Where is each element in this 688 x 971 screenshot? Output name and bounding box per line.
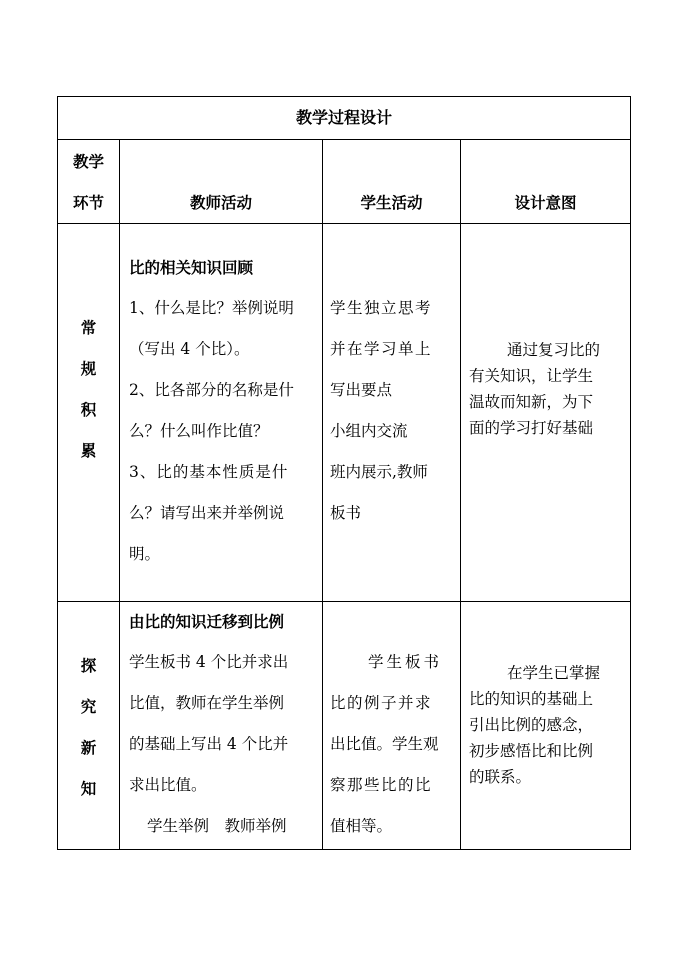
section1-stage-char: 常 <box>80 318 97 337</box>
section2-intent-line: 比的知识的基础上 <box>469 690 594 708</box>
section1-student-line: 写出要点 <box>330 381 393 399</box>
section1-stage <box>58 307 119 471</box>
section1-teacher-line: 明。 <box>129 545 161 563</box>
section2-stage-char: 究 <box>80 697 97 716</box>
section2-student-line: 比的例子并求 <box>330 694 433 712</box>
section2-stage <box>58 645 119 809</box>
header-intent: 设计意图 <box>514 193 577 212</box>
section1-teacher-activity <box>120 247 322 575</box>
lesson-design-table <box>57 96 631 850</box>
row-divider-header <box>58 223 630 224</box>
section1-teacher-line: 3、比的基本性质是什 <box>129 463 289 481</box>
section1-stage-char: 积 <box>80 400 97 419</box>
section2-teacher-line: 求出比值。 <box>129 776 207 794</box>
section1-teacher-line: 2、比各部分的名称是什 <box>129 381 294 399</box>
section2-student-line: 值相等。 <box>330 817 393 835</box>
section2-student-line: 出比值。学生观 <box>330 735 439 753</box>
section1-teacher-line: 1、什么是比？举例说明 <box>129 299 294 317</box>
section1-teacher-line: 么？什么叫作比值？ <box>129 422 269 440</box>
section2-student-activity <box>323 642 460 847</box>
section1-stage-char: 累 <box>80 441 97 460</box>
header-student: 学生活动 <box>360 193 423 212</box>
section1-student-line: 小组内交流 <box>330 422 408 440</box>
header-teacher: 教师活动 <box>189 193 252 212</box>
section1-student-line: 学生独立思考 <box>330 299 433 317</box>
section1-student-activity <box>323 288 460 534</box>
section2-intent-line: 初步感悟比和比例 <box>469 742 594 760</box>
section1-stage-char: 规 <box>80 359 97 378</box>
header-stage-line2: 环节 <box>72 193 104 212</box>
section2-intent-line: 引出比例的感念， <box>469 716 594 734</box>
header-stage <box>58 139 119 223</box>
section2-teacher-line: 学生板书 4 个比并求出 <box>129 653 289 671</box>
section2-stage-char: 探 <box>80 656 97 675</box>
section2-teacher-line: 比值，教师在学生举例 <box>129 694 285 712</box>
section1-student-line: 并在学习单上 <box>330 340 433 358</box>
section1-intent-line: 面的学习打好基础 <box>469 419 594 437</box>
section1-student-line: 板书 <box>330 504 362 522</box>
section1-teacher-line: （写出 4 个比）。 <box>129 340 250 358</box>
section2-design-intent <box>461 660 630 790</box>
section2-intent-line: 的联系。 <box>469 768 532 786</box>
section1-teacher-line: 么？请写出来并举例说 <box>129 504 285 522</box>
section2-teacher-line: 学生举例 教师举例 <box>147 817 287 835</box>
section2-stage-char: 知 <box>80 779 97 798</box>
header-stage-line1: 教学 <box>72 152 104 171</box>
section1-intent-line: 通过复习比的 <box>507 341 601 359</box>
section2-stage-char: 新 <box>80 738 97 757</box>
section1-student-line: 班内展示,教师 <box>330 463 428 481</box>
section2-teacher-line: 的基础上写出 4 个比并 <box>129 735 289 753</box>
section1-design-intent <box>461 337 630 441</box>
section1-intent-line: 有关知识，让学生 <box>469 367 594 385</box>
section1-teacher-heading: 比的相关知识回顾 <box>129 258 254 277</box>
section2-teacher-activity <box>120 601 322 847</box>
section2-intent-line: 在学生已掌握 <box>507 664 601 682</box>
section2-student-line: 察那些比的比 <box>330 776 433 794</box>
section2-student-line: 学生板书 <box>368 653 443 671</box>
table-title: 教学过程设计 <box>295 108 392 127</box>
section2-teacher-heading: 由比的知识迁移到比例 <box>129 612 285 631</box>
section1-intent-line: 温故而知新，为下 <box>469 393 594 411</box>
